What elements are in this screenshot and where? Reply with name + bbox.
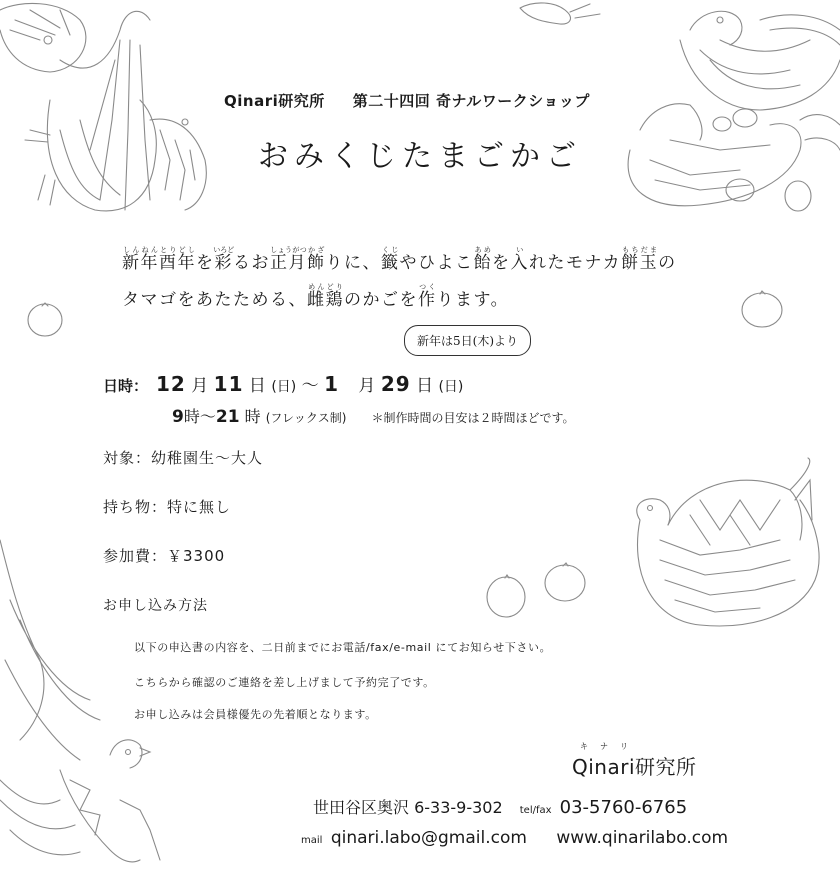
furigana: もちだま: [621, 246, 659, 254]
contact-row: [301, 828, 728, 848]
participation-fee: 参加費：￥3300: [103, 547, 226, 565]
furigana: しょうがつ: [270, 246, 307, 254]
furigana: くじ: [381, 246, 400, 254]
rooster-illustration-bottom-left: [0, 540, 160, 862]
handwritten-note: 新年は5日(木)より: [404, 325, 531, 356]
time-type: (フレックス制): [265, 411, 347, 425]
tel-label: tel/fax: [519, 805, 552, 816]
intro-text: を: [492, 253, 511, 273]
intro-text: やひよこ: [399, 253, 474, 273]
end-weekday: (日): [438, 379, 464, 395]
workshop-header: [224, 90, 590, 111]
page-title: おみくじたまごかご: [258, 139, 582, 174]
mail-label: mail: [301, 835, 323, 846]
ruby-word: 籤くじ: [381, 246, 400, 273]
date-row: [103, 371, 463, 396]
apply-instruction-2: こちらから確認のご連絡を差し上げまして予約完了です。: [134, 676, 435, 689]
signature-name: Qinari研究所: [572, 755, 697, 779]
intro-text: タマゴをあたためる、: [122, 290, 307, 310]
hen-illustration-top-right: [628, 11, 840, 211]
start-weekday: (日): [271, 379, 297, 395]
ruby-word: 作つく: [418, 283, 437, 310]
start-day-unit: 日: [248, 376, 266, 396]
furigana: い: [510, 246, 529, 254]
intro-line-1: [122, 246, 677, 273]
start-month-unit: 月: [191, 376, 209, 396]
phone-number[interactable]: 03-5760-6765: [559, 797, 688, 818]
furigana: とりどし: [159, 246, 196, 254]
furigana: かざ: [307, 246, 326, 254]
apply-instruction-1: 以下の申込書の内容を、二日前までにお電話/fax/e-mail にてお知らせ下さい。: [134, 641, 552, 654]
target-audience: 対象：幼稚園生～大人: [103, 449, 264, 467]
end-day-unit: 日: [416, 376, 434, 396]
furigana: つく: [418, 283, 437, 291]
small-bird-illustration-top: [520, 3, 600, 24]
end-month: 1: [324, 372, 339, 396]
website-link[interactable]: www.qinarilabo.com: [556, 828, 729, 848]
intro-text: るお: [233, 253, 270, 273]
furigana: しんねん: [122, 246, 159, 254]
time-tilde: ～: [199, 407, 216, 426]
time-end-unit: 時: [244, 407, 261, 426]
ruby-word: 新年しんねん: [122, 246, 159, 273]
rooster-illustration-top-left: [0, 3, 206, 210]
ruby-word: 餅玉もちだま: [621, 246, 659, 273]
apply-instruction-3: お申し込みは会員様優先の先着順となります。: [134, 708, 377, 721]
email-link[interactable]: qinari.labo@gmail.com: [330, 828, 527, 848]
ruby-word: 雌鶏めんどり: [307, 283, 344, 310]
signature-furigana: キナリ: [580, 742, 640, 751]
address-row: [313, 795, 687, 818]
intro-text: れたモナカ: [529, 253, 622, 273]
date-range-tilde: ～: [301, 376, 319, 396]
intro-line-2: [122, 283, 509, 310]
intro-text: りに、: [325, 253, 381, 273]
time-end: 21: [215, 407, 240, 427]
ruby-word: 飾かざ: [307, 246, 326, 273]
time-start: 9: [172, 407, 184, 427]
ruby-word: 彩いろど: [213, 246, 235, 273]
furigana: いろど: [213, 246, 235, 254]
time-row: [172, 404, 575, 427]
org-name: Qinari研究所: [224, 92, 325, 110]
intro-text: のかごを: [344, 290, 418, 310]
end-month-unit: 月: [358, 376, 376, 396]
furigana: めんどり: [307, 283, 344, 291]
furigana: あめ: [473, 246, 492, 254]
ruby-word: 飴あめ: [473, 246, 492, 273]
workshop-series: 第二十四回 奇ナルワークショップ: [352, 92, 590, 110]
time-start-unit: 時: [183, 407, 200, 426]
ruby-word: 入い: [510, 246, 529, 273]
address: 世田谷区奥沢 6-33-9-302: [313, 798, 503, 817]
intro-text: ります。: [436, 290, 510, 310]
apply-heading: お申し込み方法: [103, 598, 208, 614]
duration-note: ＊制作時間の目安は２時間ほどです。: [371, 411, 575, 425]
end-day: 29: [380, 372, 411, 396]
ruby-word: 正月しょうがつ: [270, 246, 307, 273]
belongings: 持ち物：特に無し: [103, 498, 232, 516]
intro-text: を: [196, 253, 215, 273]
date-label: 日時：: [103, 377, 149, 395]
start-month: 12: [156, 372, 186, 396]
intro-text: の: [658, 253, 677, 273]
start-day: 11: [213, 372, 244, 396]
hen-illustration-right: [637, 458, 819, 626]
ruby-word: 酉年とりどし: [159, 246, 196, 273]
